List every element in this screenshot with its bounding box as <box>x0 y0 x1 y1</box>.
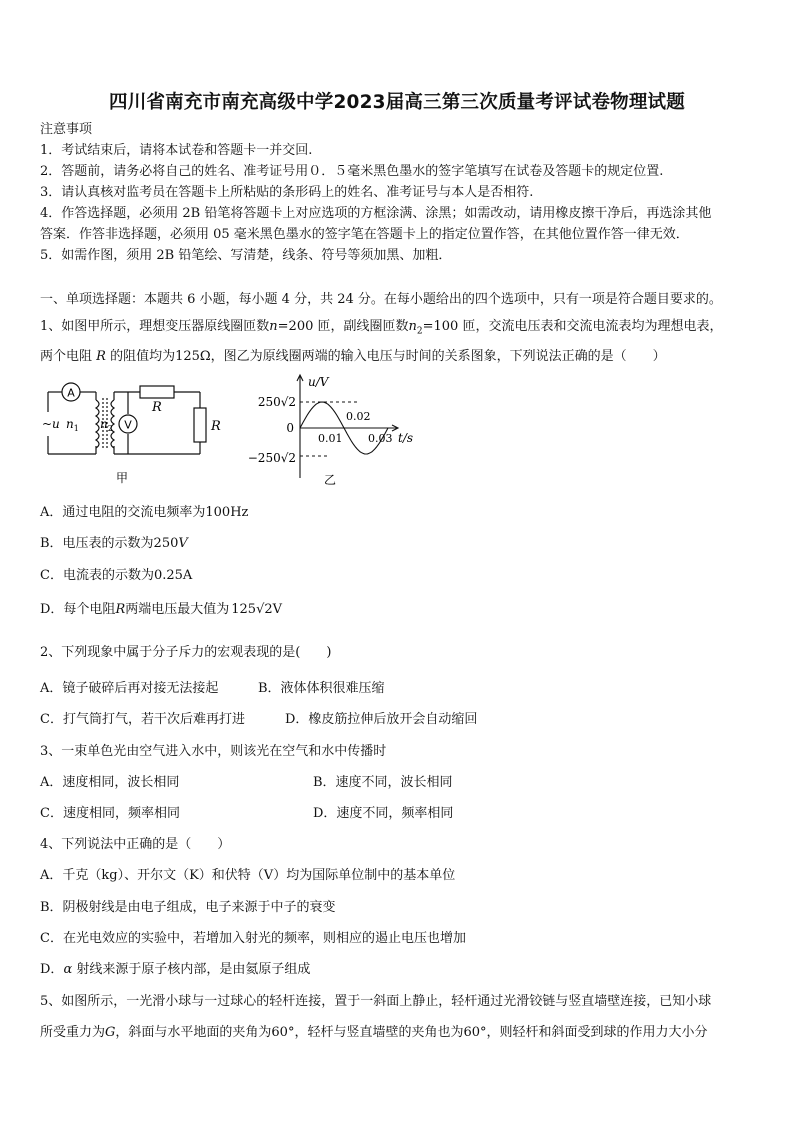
option-text: D． <box>40 962 64 977</box>
y-min-label: −250√2 <box>247 451 296 465</box>
question-5-stem: 5、如图所示，一光滑小球与一过球心的轻杆连接，置于一斜面上静止，轻杆通过光滑铰链与竖直墙壁连接，已知小球 <box>40 994 712 1009</box>
option-a[interactable]: A．通过电阻的交流电频率为100Hz <box>40 505 249 520</box>
notice-item: 4．作答选择题，必须用 2B 铅笔将答题卡上对应选项的方框涂满、涂黑；如需改动，请用橡皮擦干净后，再选涂其他 <box>40 206 712 221</box>
option-b[interactable]: B．速度不同，波长相同 <box>313 775 453 790</box>
q1-text: =200 匝，副线圈匝数 <box>277 319 409 334</box>
option-a[interactable]: A．镜子破碎后再对接无法接起 <box>40 681 219 696</box>
option-a[interactable]: A．千克（kg）、开尔文（K）和伏特（V）均为国际单位制中的基本单位 <box>40 868 456 883</box>
origin-label: 0 <box>286 421 294 435</box>
option-d[interactable]: D．橡皮筋拉伸后放开会自动缩回 <box>285 712 478 727</box>
question-3-stem: 3、一束单色光由空气进入水中，则该光在空气和水中传播时 <box>40 744 387 759</box>
option-text: B．电压表的示数为250 <box>40 536 179 551</box>
source-label: ~u <box>42 417 60 431</box>
x-axis-label: t/s <box>398 431 414 445</box>
option-text: 两端电压最大值为 <box>125 602 230 617</box>
subscript: 2 <box>416 326 423 337</box>
question-2-stem: 2、下列现象中属于分子斥力的宏观表现的是( ) <box>40 645 332 660</box>
n1-label: $n_1$ <box>66 417 79 433</box>
option-d[interactable] <box>40 958 310 977</box>
value-expression: 125√2V <box>231 602 283 617</box>
q5-text: ，斜面与水平地面的夹角为60°，轻杆与竖直墙壁的夹角也为60°，则轻杆和斜面受到球的作用力大小分 <box>115 1025 708 1040</box>
var-n: n <box>269 319 278 334</box>
question-4-stem: 4、下列说法中正确的是（ ） <box>40 837 231 852</box>
notice-item: 2．答题前，请务必将自己的姓名、准考证号用０．５毫米黑色墨水的签字笔填写在试卷及答题卡的规定位置. <box>40 164 664 179</box>
notice-heading: 注意事项 <box>40 122 93 137</box>
var-G: G <box>105 1025 116 1040</box>
notice-item: 1．考试结束后，请将本试卷和答题卡一并交回. <box>40 143 313 158</box>
unit-V: V <box>178 536 188 551</box>
q1-text: 的阻值均为125Ω，图乙为原线圈两端的输入电压与时间的关系图象，下列说法正确的是（ ） <box>110 349 666 364</box>
notice-item: 3．请认真核对监考员在答题卡上所粘贴的条形码上的姓名、准考证号与本人是否相符. <box>40 185 534 200</box>
tick-label: 0.03 <box>368 432 393 445</box>
option-a[interactable]: A．速度相同，波长相同 <box>40 775 180 790</box>
option-d[interactable] <box>40 598 282 617</box>
page-title: 四川省南充市南充高级中学2023届高三第三次质量考评试卷物理试题 <box>109 92 685 113</box>
var-R: R <box>96 349 106 364</box>
option-b[interactable]: B．液体体积很难压缩 <box>258 681 385 696</box>
option-b[interactable] <box>40 532 188 551</box>
var-R: R <box>115 602 126 617</box>
q5-text: 所受重力为 <box>40 1025 106 1040</box>
tick-label: 0.02 <box>346 410 371 423</box>
option-b[interactable]: B．阴极射线是由电子组成，电子来源于中子的衰变 <box>40 900 336 915</box>
section-heading: 一、单项选择题：本题共 6 小题，每小题 4 分，共 24 分。在每小题给出的四个选项中，只有一项是符合题目要求的。 <box>40 292 722 307</box>
n2-label: $n_2$ <box>100 417 113 433</box>
option-c[interactable]: C．打气筒打气，若干次后难再打进 <box>40 712 245 727</box>
option-c[interactable]: C．在光电效应的实验中，若增加入射光的频率，则相应的遏止电压也增加 <box>40 931 466 946</box>
resistor-right-label: R <box>211 419 221 434</box>
question-1-stem-2 <box>40 345 666 364</box>
y-max-label: 250√2 <box>257 395 296 409</box>
option-c[interactable]: C．电流表的示数为0.25A <box>40 568 193 583</box>
option-c[interactable]: C．速度相同，频率相同 <box>40 806 180 821</box>
tick-label: 0.01 <box>318 432 343 445</box>
option-text: 射线来源于原子核内部，是由氦原子组成 <box>72 962 311 977</box>
resistor-top-label: R <box>152 400 162 415</box>
notice-item: 5．如需作图，须用 2B 铅笔绘、写清楚，线条、符号等须加黑、加粗． <box>40 248 452 263</box>
q1-text: 两个电阻 <box>40 349 93 364</box>
voltage-time-graph <box>228 370 428 490</box>
figure-caption: 乙 <box>323 473 337 487</box>
circuit-diagram <box>40 378 230 488</box>
q1-text: 1、如图甲所示，理想变压器原线圈匝数 <box>40 319 270 334</box>
option-text: D．每个电阻 <box>40 602 116 617</box>
figure-caption: 甲 <box>115 471 129 485</box>
ammeter-label: A <box>67 386 75 400</box>
question-1-stem <box>40 315 722 337</box>
alpha-symbol: α <box>63 962 73 977</box>
var-n2: n <box>408 319 417 334</box>
question-5-stem-2 <box>40 1021 708 1040</box>
option-d[interactable]: D．速度不同，频率相同 <box>313 806 454 821</box>
voltmeter-label: V <box>124 418 132 432</box>
y-axis-label: u/V <box>308 375 329 389</box>
notice-item: 答案．作答非选择题，必须用 05 毫米黑色墨水的签字笔在答题卡上的指定位置作答，在其他位置作答一律无效． <box>40 227 689 242</box>
q1-text: =100 匝，交流电压表和交流电流表均为理想电表， <box>422 319 723 334</box>
